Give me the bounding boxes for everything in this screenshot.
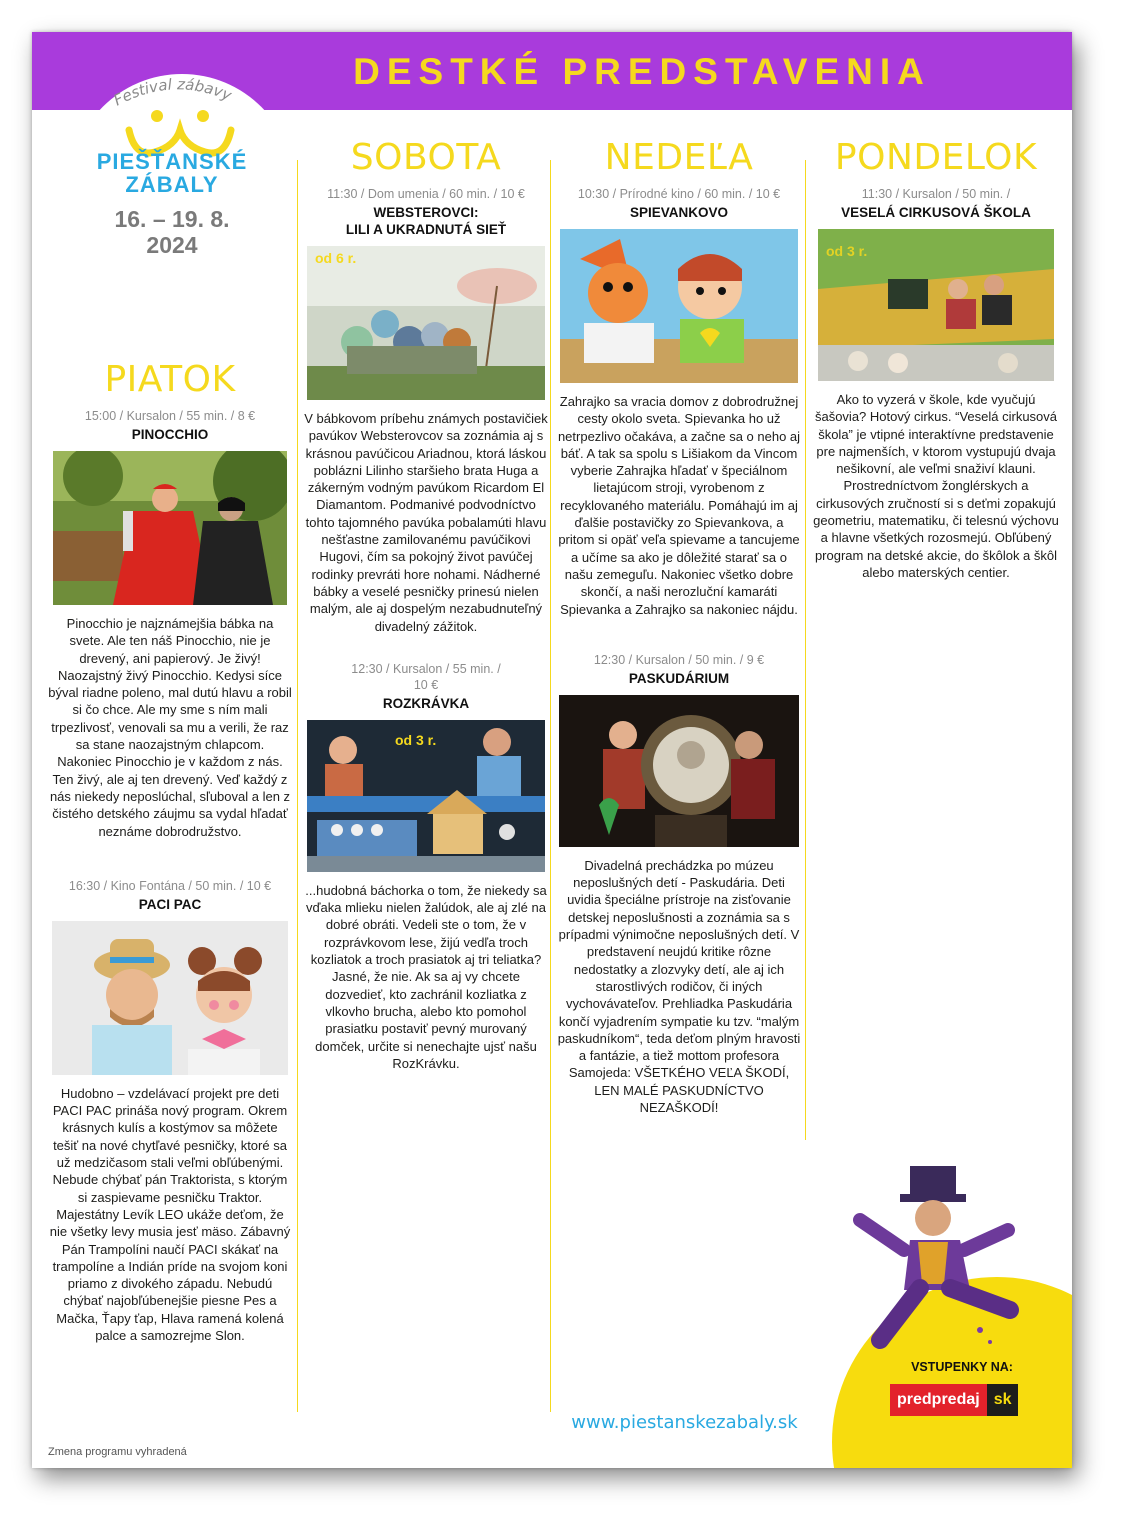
column-divider (297, 160, 298, 1412)
photo-spievankovo (560, 229, 798, 383)
festival-logo (77, 72, 287, 312)
performer-illustration (840, 1160, 1040, 1360)
column-divider (805, 160, 806, 1140)
poster-page (32, 32, 1072, 1468)
column-piatok (48, 360, 292, 1344)
logo-dates: 16. – 19. 8. 2024 (114, 206, 230, 258)
presale-logo[interactable] (890, 1384, 1018, 1416)
show-description: Zahrajko sa vracia domov z dobrodružnej cesty okolo sveta. Spievanka ho už netrpezlivo očakáva, a začne sa o neho aj báť. A tak sa spolu s Lišiakom da Vincom vyberie Zahrajka hľadať v špeciálnom lietajúcom stroji, vyrobenom z recyklovaného materiálu. Pomáhajú im aj ďalšie postavičky zo Spievankova, a pritom si opäť veľa spievame a tancujeme a učíme sa ako je dôležité starať sa o našu zemeguľu. Nakoniec všetko dobre skončí, a naši nerozluční kamaráti Spievanka a Zahrajko sa nakoniec nájdu. (557, 394, 801, 617)
presale-tld: sk (987, 1384, 1019, 1416)
column-nedela (556, 138, 802, 1116)
presale-name: predpredaj (890, 1384, 987, 1416)
show-meta: 10:30 / Prírodné kino / 60 min. / 10 € (577, 187, 781, 201)
day-heading: PONDELOK (834, 137, 1038, 178)
show-title: SPIEVANKOVO (629, 205, 729, 220)
show-description: Pinocchio je najznámejšia bábka na svete. Ale ten náš Pinocchio, nie je drevený, ani papierový. Je živý! Naozajstný živý Pinocchio. Kedysi síce býval riadne poleno, mal dutú hlavu a robil si čo chce. Ale my sme s ním mali trpezlivosť, venovali sa mu a verili, že raz sa stane naozajstným chlapcom. Nakoniec Pinocchio je v každom z nás. Ten živý, ale aj ten drevený. Veď každý z nás niekedy neposlúchal, sľuboval a len z čistého detského záujmu sa vydal hľadať neznáme dobrodružstvo. (48, 616, 292, 839)
photo-paci-pac (52, 921, 288, 1075)
photo-rozkravka (307, 720, 545, 872)
day-heading: NEDEĽA (604, 137, 754, 178)
day-heading: PIATOK (104, 359, 236, 400)
photo-cirkusova-skola (818, 229, 1054, 381)
logo-name: PIEŠŤANSKÉ ZÁBALY (96, 149, 248, 197)
photo-websterovci (307, 246, 545, 400)
photo-paskudarium (559, 695, 799, 847)
program-change-note: Zmena programu vyhradená (48, 1446, 187, 1458)
day-heading: SOBOTA (350, 137, 502, 178)
photo-pinocchio (53, 451, 287, 605)
column-pondelok (812, 138, 1060, 581)
show-meta: 12:30 / Kursalon / 50 min. / 9 € (593, 652, 765, 667)
age-badge: od 6 r. (315, 250, 357, 266)
show-title: PACI PAC (138, 896, 202, 912)
show-meta: 15:00 / Kursalon / 55 min. / 8 € (84, 409, 256, 423)
show-title: PASKUDÁRIUM (628, 670, 730, 686)
show-description: Hudobno – vzdelávací projekt pre deti PACI PAC prináša nový program. Okrem krásnych kulís a kostýmov sa môžete tešiť na nové chytľavé pesničky, ktoré sa už medzičasom stali veľmi obľúbenými. Nebude chýbať pán Traktorista, s ktorým si zaspievame pesničku Traktor. Majestátny Levík LEO ukáže deťom, že nie všetky levy musia jesť mäso. Zábavný Pán Trampolíni naučí PACI skákať na trampolíne a Indián príde na svojom koni priamo z divokého západu. Nebudú chýbať najobľúbenejšie piesne Pes a Mačka, Ťapy ťap, Hlava ramená kolená palce a samozrejme Slon. (49, 1085, 291, 1344)
show-title: VESELÁ CIRKUSOVÁ ŠKOLA (841, 205, 1031, 220)
show-meta: 12:30 / Kursalon / 55 min. / 10 € (351, 661, 501, 692)
show-description: V bábkovom príbehu známych postavičiek pavúkov Websterovcov sa zoznámia aj s krásnou pavúčicou Ariadnou, ktorá láskou poblázni Lilinho staršieho brata Huga a zákerným vodným pavúkom Ricardom El Diamantom. Podmanivé podvodníctvo tohto tajomného pavúka pobalamúti hlavu nešťastne zamilovanému pavúčikovi Hugovi, čím sa pokojný život pavúčej rodinky prevráti hore nohami. Nádherné bábky a veselé pesničky prinesú nielen malým, ale aj dospelým nezabudnuteľný divadelný zážitok. (304, 411, 548, 634)
page-title: DESTKÉ PREDSTAVENIA (353, 51, 931, 92)
show-title: ROZKRÁVKA (382, 695, 470, 711)
show-description: Divadelná prechádzka po múzeu neposlušných detí - Paskudária. Deti uvidia špeciálne prístroje na zisťovanie detskej neposlušnosti a zoznámia sa s prípadmi výnimočne neposlušných detí. V predstavení neujdú kritike rôzne nedostatky a zlozvyky detí, ale aj ich starostlivých rodičov, či iných vychovávateľov. Prehliadka Paskudária končí vyjadrením sympatie ku tzv. “malým paskudníkom“, teda deťom plným hravosti a fantázie, a tiež mottom profesora Samojeda: VŠETKÉHO VEĽA ŠKODÍ, LEN MALÉ PASKUDNÍCTVO NEZAŠKODÍ! (557, 857, 801, 1116)
show-description: ...hudobná báchorka o tom, že niekedy sa vďaka mlieku nielen žalúdok, ale aj zlé na dobré obráti. Vedeli ste o tom, že v rozprávkovom lese, žijú vedľa troch kozliatok a troch prasiatok aj tri teliatka? Jasné, že nie. Ak sa aj vy chcete dozvedieť, kto zachránil kozliatka z vlkovho brucha, alebo kto pomohol prasiatku postaviť pevný murovaný domček, určite si nenechajte ujsť našu RozKrávku. (305, 882, 547, 1071)
show-meta: 11:30 / Kursalon / 50 min. / (861, 187, 1011, 201)
website-link[interactable]: www.piestanskezabaly.sk (571, 1412, 798, 1433)
column-sobota (304, 138, 548, 1072)
svg-text:Festival zábavy: Festival zábavy (110, 75, 235, 110)
show-description: Ako to vyzerá v škole, kde vyučujú šašovia? Hotový cirkus. “Veselá cirkusová škola” je vtipné interaktívne predstavenie pre najmenších, v ktorom vystupujú dvaja nešikovní, ale veľmi snaživí klauni. Prostredníctvom žonglérskych a cirkusových zručností si s deťmi zopakujú geometriu, matematiku, či telesnú výchovu a hlavne všetkých rozosmejú. Obľúbený program na detské akcie, do škôlok a škôl alebo materských centier. (813, 392, 1059, 580)
column-divider (550, 160, 551, 1412)
show-title: PINOCCHIO (131, 427, 209, 442)
age-badge: od 3 r. (826, 243, 868, 259)
show-meta: 11:30 / Dom umenia / 60 min. / 10 € (327, 187, 525, 201)
age-badge: od 3 r. (395, 731, 437, 748)
tickets-label: VSTUPENKY NA: (911, 1360, 1013, 1374)
show-title: WEBSTEROVCI: LILI A UKRADNUTÁ SIEŤ (345, 205, 507, 237)
show-meta: 16:30 / Kino Fontána / 50 min. / 10 € (68, 878, 272, 893)
logo-festival-text (77, 72, 287, 112)
